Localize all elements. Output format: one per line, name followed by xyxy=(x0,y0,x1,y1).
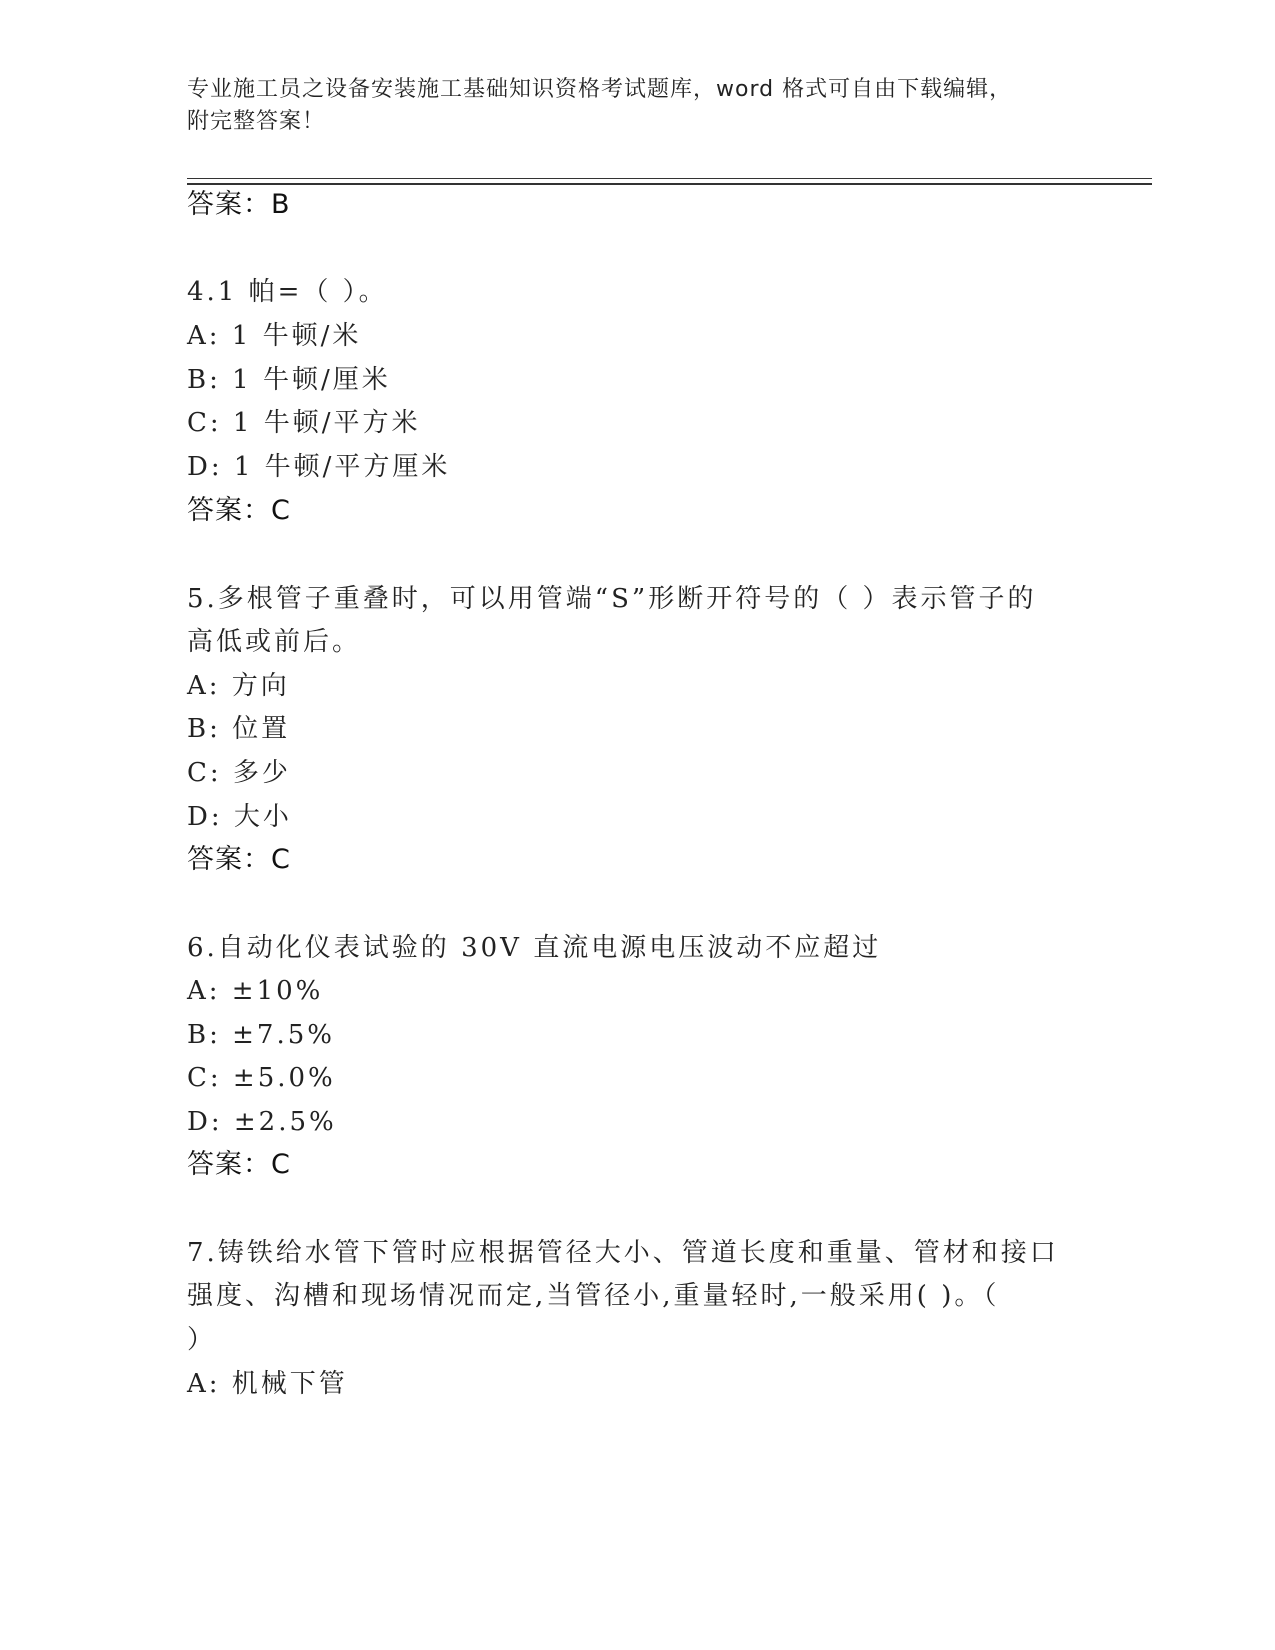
question-7-stem-line-2: 强度、沟槽和现场情况而定,当管径小,重量轻时,一般采用( )。（ xyxy=(187,1281,1000,1311)
question-4-option-c: C: 1 牛顿/平方米 xyxy=(187,408,421,438)
header-divider-thick xyxy=(187,183,1152,185)
question-6-option-a: A: ±10% xyxy=(187,976,324,1006)
question-5-option-c: C: 多少 xyxy=(187,758,291,788)
question-5-stem-line-1: 5.多根管子重叠时，可以用管端“S”形断开符号的（ ）表示管子的 xyxy=(187,584,1037,614)
header-line-2: 附完整答案！ xyxy=(187,109,326,134)
question-5-option-b: B: 位置 xyxy=(187,714,291,744)
question-6-option-b: B: ±7.5% xyxy=(187,1020,335,1050)
question-7-stem-line-3: ） xyxy=(187,1325,217,1355)
answer-label: 答案：B xyxy=(187,189,291,220)
question-5-option-d: D: 大小 xyxy=(187,802,292,832)
question-5-answer: 答案：C xyxy=(187,844,291,875)
question-6-answer: 答案：C xyxy=(187,1149,291,1180)
question-6-option-c: C: ±5.0% xyxy=(187,1063,336,1093)
question-5-stem-line-2: 高低或前后。 xyxy=(187,627,362,657)
header-divider-thin xyxy=(187,178,1152,179)
question-5-option-a: A: 方向 xyxy=(187,671,290,701)
question-7-option-a: A: 机械下管 xyxy=(187,1369,348,1399)
question-7-stem-line-1: 7.铸铁给水管下管时应根据管径大小、管道长度和重量、管材和接口 xyxy=(187,1238,1059,1268)
question-4-option-a: A: 1 牛顿/米 xyxy=(187,321,362,351)
question-4-option-b: B: 1 牛顿/厘米 xyxy=(187,365,391,395)
question-4-stem: 4.1 帕=（ ）。 xyxy=(187,277,388,307)
page-header xyxy=(187,74,1087,138)
question-6-option-d: D: ±2.5% xyxy=(187,1107,337,1137)
header-line-1: 专业施工员之设备安装施工基础知识资格考试题库，word 格式可自由下载编辑， xyxy=(187,77,1013,102)
question-4-answer: 答案：C xyxy=(187,495,291,526)
question-4-option-d: D: 1 牛顿/平方厘米 xyxy=(187,452,451,482)
question-6-stem: 6.自动化仪表试验的 30V 直流电源电压波动不应超过 xyxy=(187,933,882,963)
